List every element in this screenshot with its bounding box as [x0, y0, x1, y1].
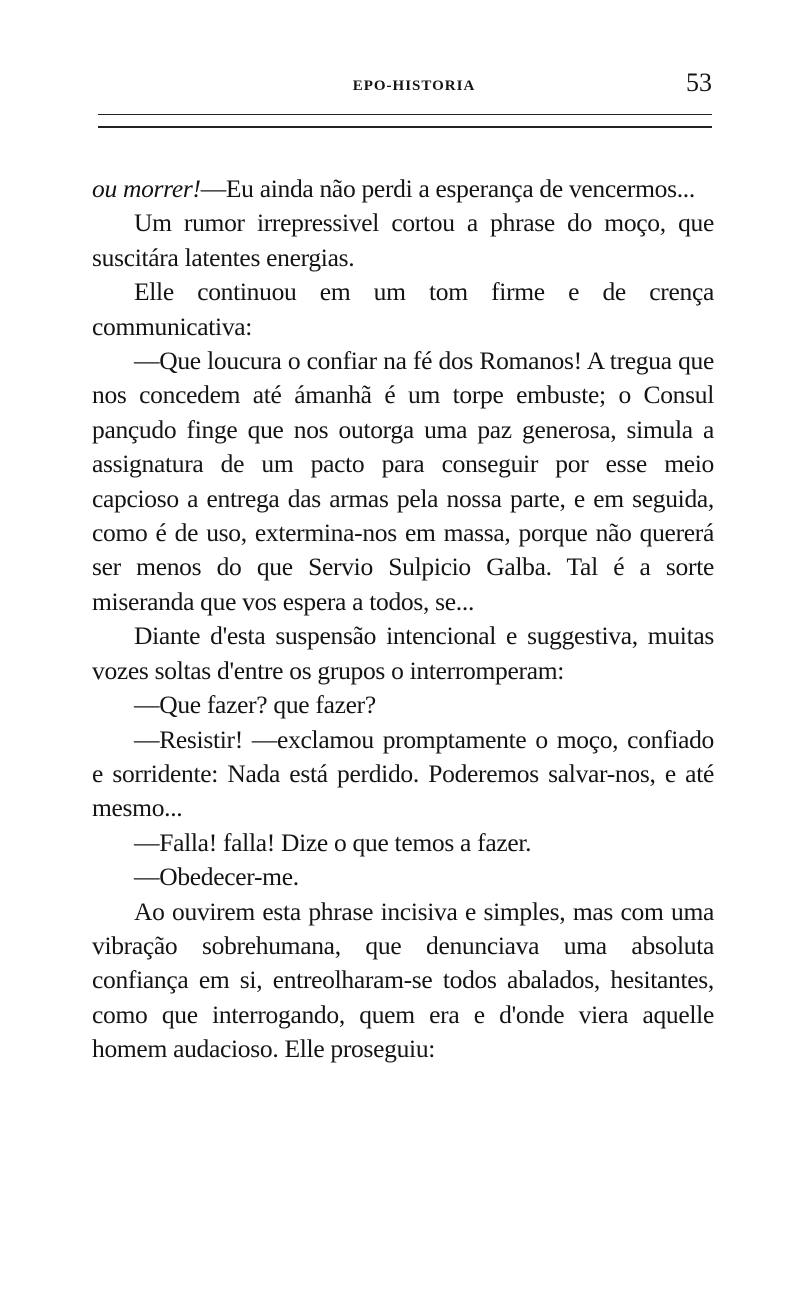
page-header	[96, 60, 712, 106]
paragraph: Diante d'esta suspensão intencional e suggestiva, muitas vozes soltas d'entre os grupos o interromperam:	[92, 621, 714, 685]
paragraph: —Que fazer? que fazer?	[134, 690, 376, 720]
header-rule-bottom	[98, 126, 712, 128]
paragraph: —Falla! falla! Dize o que temos a fazer.	[134, 827, 532, 857]
paragraph	[92, 172, 714, 206]
paragraph: Elle continuou em um tom firme e de crença communicativa:	[92, 277, 714, 341]
paragraph: —Obedecer-me.	[134, 862, 299, 892]
italic-lead: ou morrer!	[92, 174, 201, 203]
paragraph: —Resistir! —exclamou promptamente o moço, confiado e sorridente: Nada está perdido. Poderemos salvar-nos, e até mesmo...	[92, 724, 714, 823]
running-title: EPO-HISTORIA	[352, 78, 476, 94]
paragraph: Ao ouvirem esta phrase incisiva e simples, mas com uma vibração sobrehumana, que denunciava uma absoluta confiança em si, entreolharam-se todos abalados, hesitantes, como que interrogando, quem era e d'onde viera aquelle homem audacioso. Elle proseguiu:	[92, 896, 714, 1064]
paragraph: Um rumor irrepressivel cortou a phrase do moço, que suscitára latentes energias.	[92, 208, 714, 272]
header-rule-top	[98, 114, 712, 115]
body-text	[92, 172, 714, 1067]
paragraph-text: —Eu ainda não perdi a esperança de vencermos...	[200, 174, 695, 203]
page-number: 53	[686, 68, 712, 97]
paragraph: —Que loucura o confiar na fé dos Romanos! A tregua que nos concedem até ámanhã é um torpe embuste; o Consul pançudo finge que nos outorga uma paz generosa, simula a assignatura de um pacto para conseguir por esse meio capcioso a entrega das armas pela nossa parte, e em seguida, como é de uso, extermina-nos em massa, porque não quererá ser menos do que Servio Sulpicio Galba. Tal é a sorte miseranda que vos espera a todos, se...	[92, 346, 714, 616]
